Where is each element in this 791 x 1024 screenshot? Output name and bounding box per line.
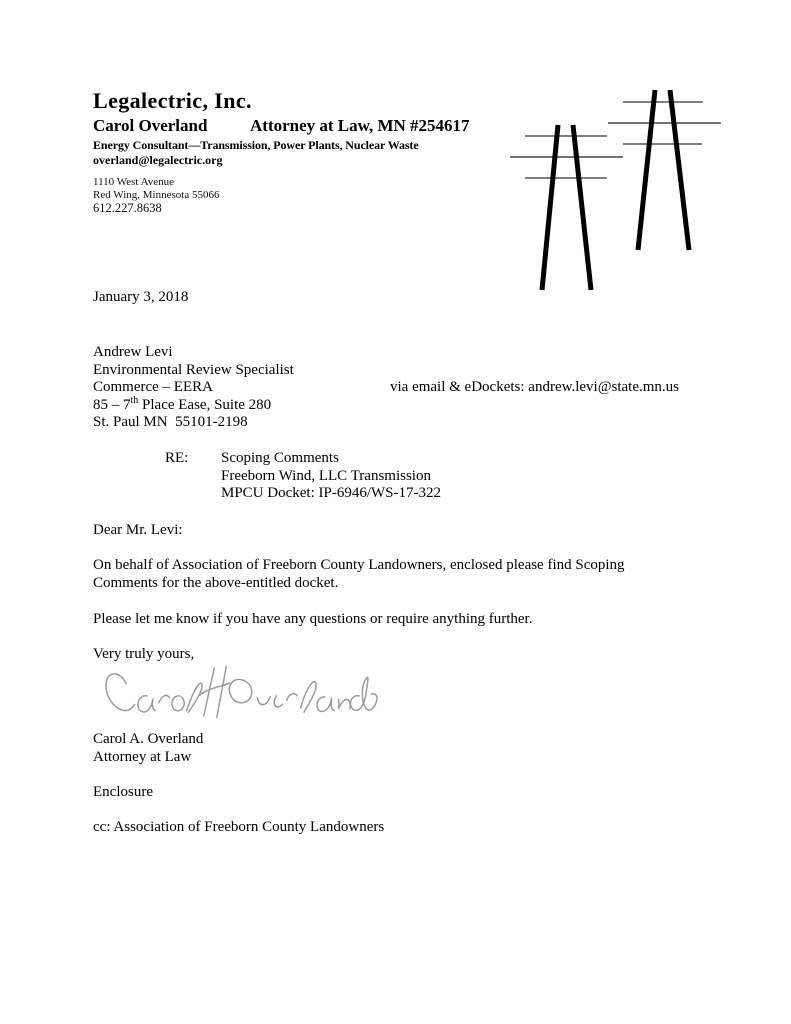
recipient-name: Andrew Levi (93, 344, 173, 360)
re-lines (221, 450, 441, 503)
recipient-street (93, 394, 294, 415)
salutation: Dear Mr. Levi: (93, 522, 183, 538)
body-paragraph-2: Please let me know if you have any questions or require anything further. (93, 611, 533, 627)
signer-title: Attorney at Law (93, 748, 192, 765)
phone-number: 612.227.8638 (93, 201, 162, 215)
letterhead-address (93, 176, 513, 215)
recipient-city: St. Paul MN 55101-2198 (93, 414, 248, 430)
street-rest: Place Ease, Suite 280 (138, 396, 272, 413)
enclosure-line: Enclosure (93, 784, 153, 800)
re-project: Freeborn Wind, LLC Transmission (221, 467, 431, 484)
attorney-name: Carol Overland (93, 116, 208, 135)
company-name: Legalectric, Inc. (93, 88, 252, 113)
date-line: January 3, 2018 (93, 289, 189, 305)
address-city: Red Wing, Minnesota 55066 (93, 188, 220, 201)
re-label: RE: (165, 450, 189, 466)
cc-line: cc: Association of Freeborn County Landowners (93, 819, 385, 835)
body-paragraph-1: On behalf of Association of Freeborn County Landowners, enclosed please find Scoping Comments for the above-entitled docket. (93, 557, 625, 591)
attorney-title: Attorney at Law, MN #254617 (250, 116, 470, 135)
re-subject: Scoping Comments (221, 450, 339, 466)
re-block (165, 450, 441, 503)
street-ordinal: th (130, 394, 139, 406)
transmission-towers-icon (505, 85, 725, 295)
signature-image (95, 661, 380, 729)
closing-line: Very truly yours, (93, 646, 195, 662)
specialty-line: Energy Consultant—Transmission, Power Plants, Nuclear Waste (93, 138, 419, 152)
delivery-note: via email & eDockets: andrew.levi@state.mn.us (390, 379, 680, 395)
re-docket: MPCU Docket: IP-6946/WS-17-322 (221, 485, 441, 501)
attorney-line (93, 116, 513, 137)
address-street: 1110 West Avenue (93, 176, 174, 188)
signer-block (93, 731, 203, 766)
recipient-title: Environmental Review Specialist (93, 361, 294, 378)
recipient-block (93, 344, 294, 432)
letterhead-email: overland@legalectric.org (93, 153, 223, 167)
letterhead (93, 88, 513, 215)
street-number: 85 – 7 (93, 396, 131, 413)
recipient-org: Commerce – EERA (93, 379, 213, 395)
signer-name: Carol A. Overland (93, 731, 204, 747)
